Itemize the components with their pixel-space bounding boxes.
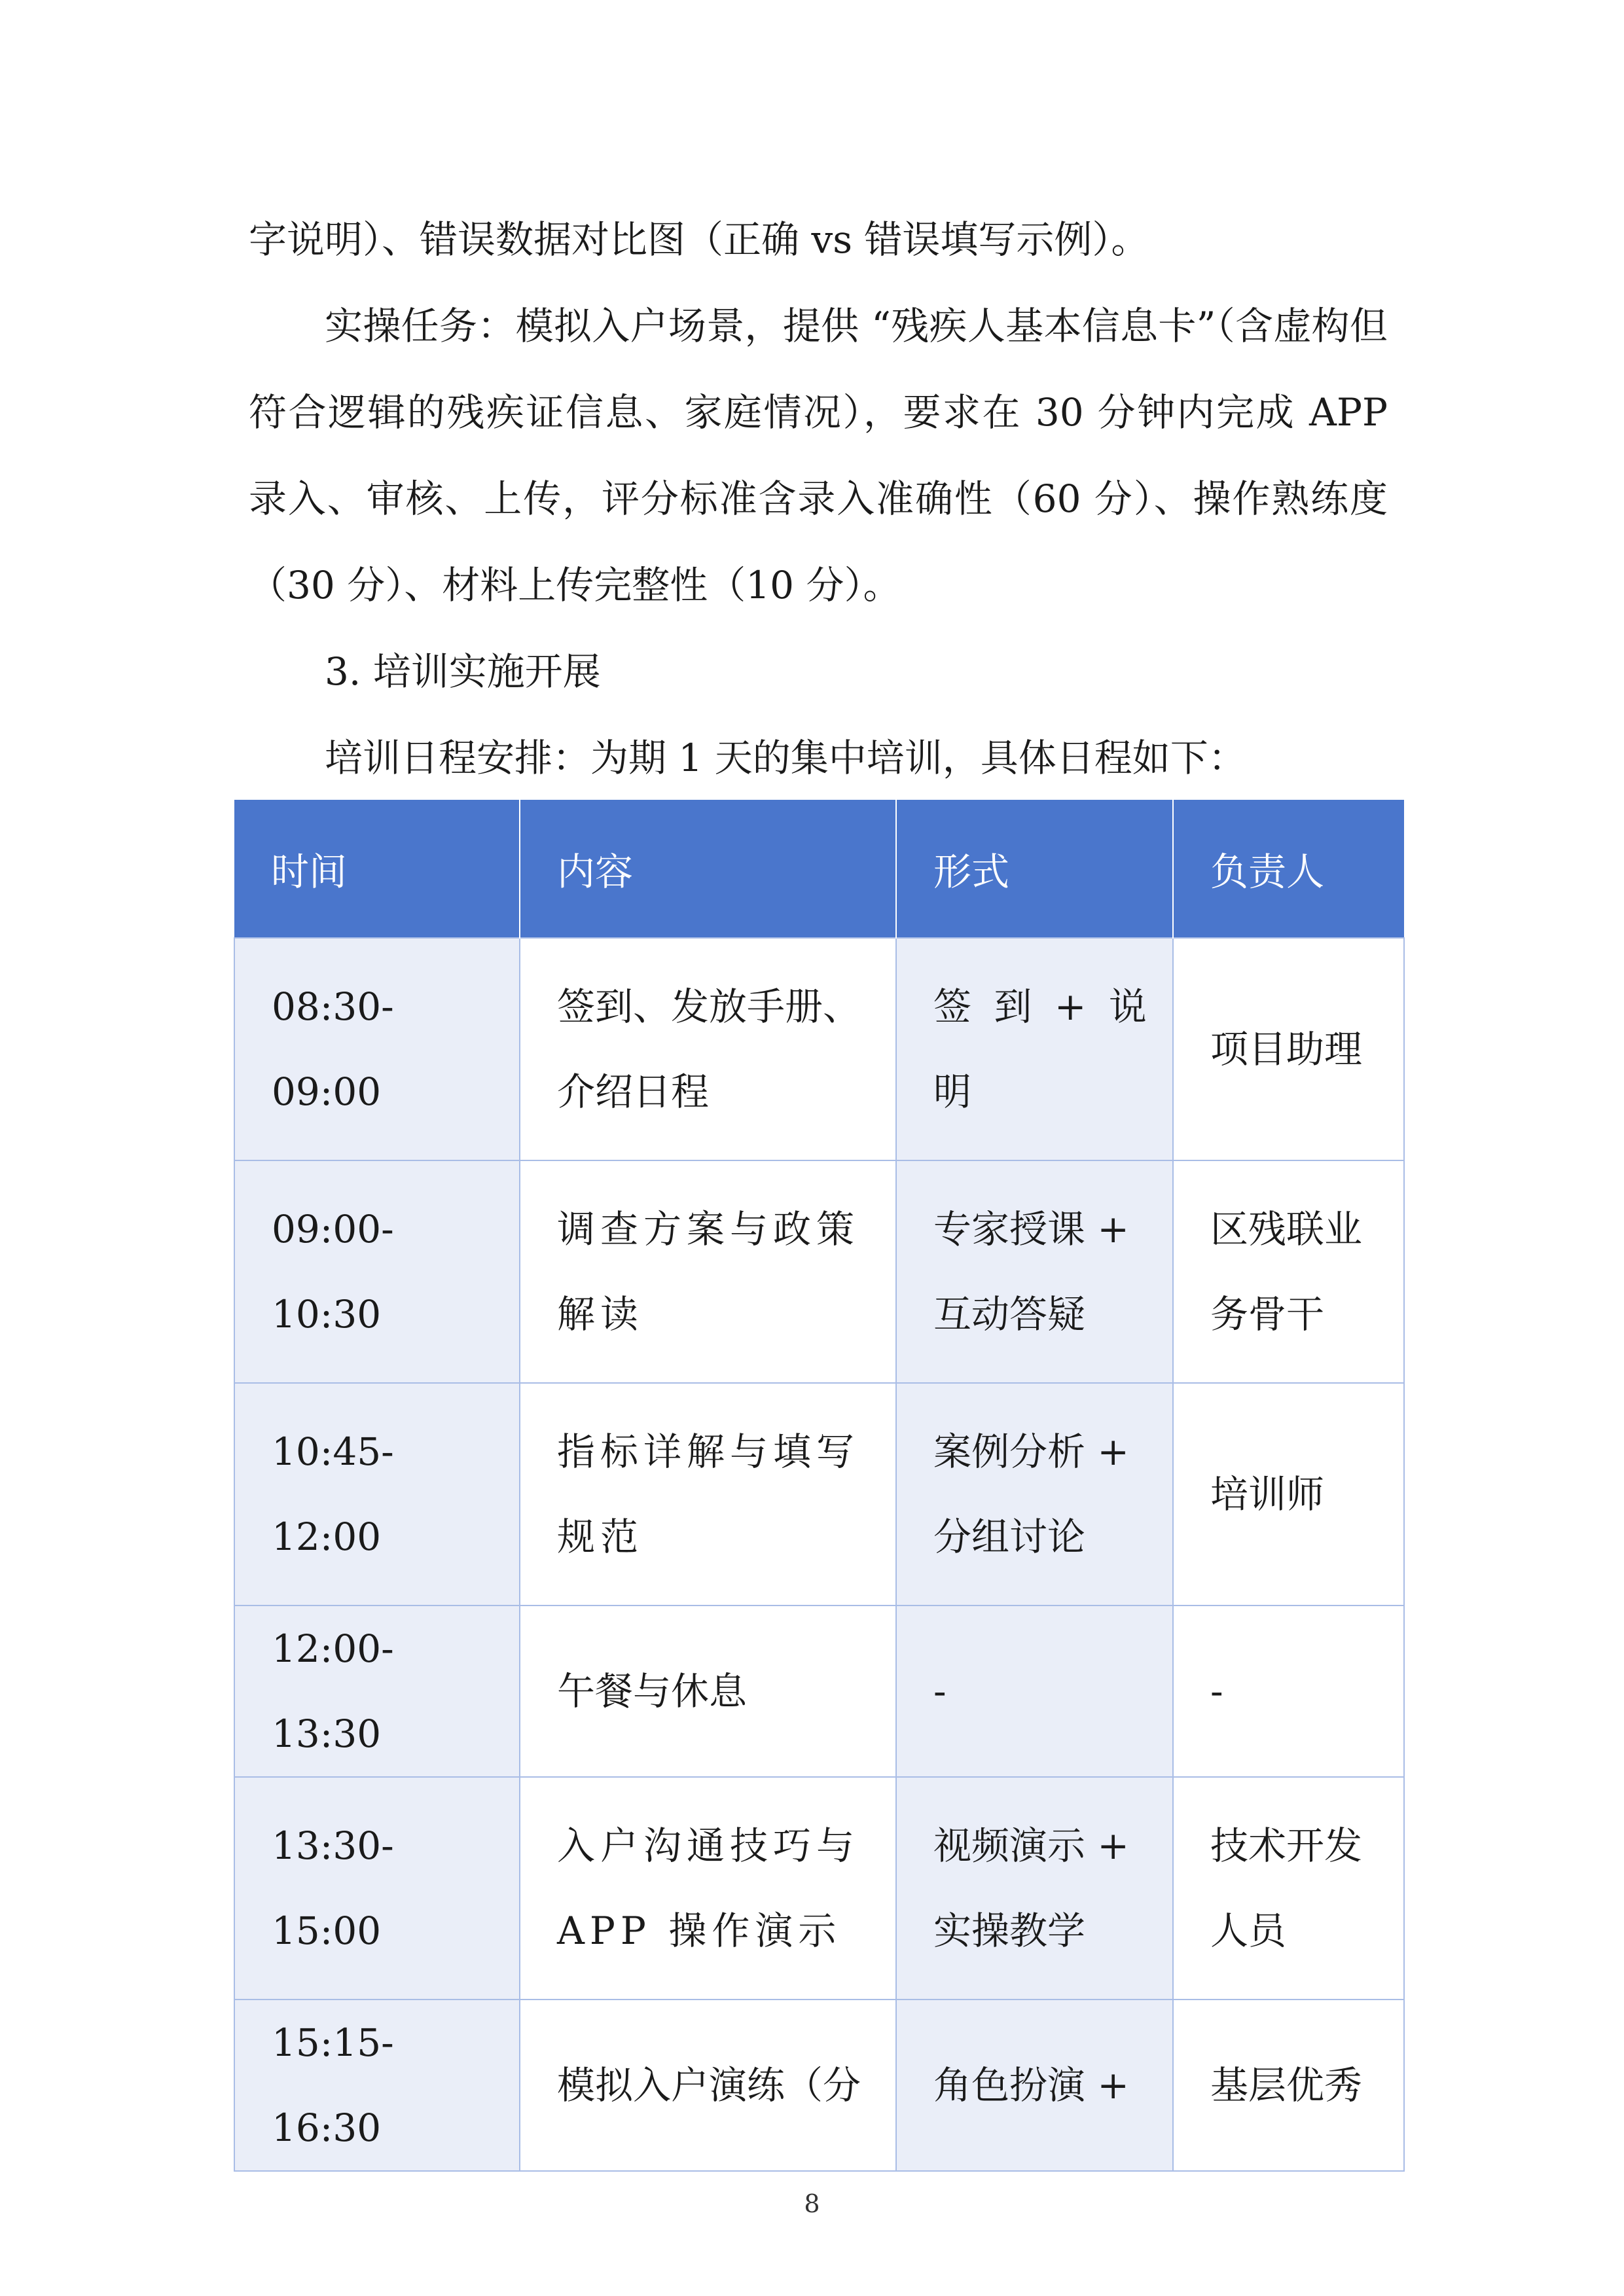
- cell-form: 签 到 + 说明: [896, 938, 1173, 1160]
- cell-time: 08:30-09:00: [234, 938, 520, 1160]
- table-row: [234, 1383, 1404, 1605]
- cell-content: 午餐与休息: [520, 1605, 896, 1777]
- cell-owner: 培训师: [1173, 1383, 1404, 1605]
- cell-form: 角色扮演 +: [896, 2000, 1173, 2171]
- header-form: 形式: [896, 800, 1173, 938]
- cell-content: 入户沟通技巧与 APP 操作演示: [520, 1777, 896, 2000]
- page-number: 8: [804, 2189, 820, 2218]
- section-heading: 3. 培训实施开展: [325, 649, 601, 694]
- header-time: 时间: [234, 800, 520, 938]
- cell-time: 09:00-10:30: [234, 1160, 520, 1383]
- header-content: 内容: [520, 800, 896, 938]
- cell-time: 15:15-16:30: [234, 2000, 520, 2171]
- table-row: [234, 938, 1404, 1160]
- header-owner: 负责人: [1173, 800, 1404, 938]
- paragraph-practical-task: 实操任务：模拟入户场景，提供 “残疾人基本信息卡”（含虚构但符合逻辑的残疾证信息、家庭情况），要求在 30 分钟内完成 APP 录入、审核、上传，评分标准含录入准确性（60 分）、操作熟练度（30 分）、材料上传完整性（10 分）。: [249, 304, 1388, 607]
- table-row: [234, 1605, 1404, 1777]
- cell-time: 13:30-15:00: [234, 1777, 520, 2000]
- cell-owner: 区残联业务骨干: [1173, 1160, 1404, 1383]
- cell-content: 指标详解与填写规范: [520, 1383, 896, 1605]
- cell-time: 10:45-12:00: [234, 1383, 520, 1605]
- paragraph-1: 字说明）、错误数据对比图（正确 vs 错误填写示例）。: [249, 217, 1149, 262]
- cell-content: 模拟入户演练（分: [520, 2000, 896, 2171]
- cell-form: -: [896, 1605, 1173, 1777]
- schedule-table: [234, 800, 1405, 2172]
- paragraph-practical-task-block: [249, 283, 1388, 628]
- cell-owner: 技术开发人员: [1173, 1777, 1404, 2000]
- table-row: [234, 2000, 1404, 2171]
- cell-content: 调查方案与政策解读: [520, 1160, 896, 1383]
- cell-form: 专家授课 + 互动答疑: [896, 1160, 1173, 1383]
- cell-content: 签到、发放手册、介绍日程: [520, 938, 896, 1160]
- table-header-row: [234, 800, 1404, 938]
- schedule-intro: 培训日程安排：为期 1 天的集中培训，具体日程如下：: [325, 736, 1246, 780]
- cell-time: 12:00-13:30: [234, 1605, 520, 1777]
- section-heading-block: [249, 628, 1388, 715]
- cell-owner: 基层优秀: [1173, 2000, 1404, 2171]
- schedule-intro-block: [249, 715, 1388, 801]
- cell-owner: 项目助理: [1173, 938, 1404, 1160]
- paragraph-continued: [249, 196, 1388, 283]
- cell-form: 案例分析 + 分组讨论: [896, 1383, 1173, 1605]
- cell-owner: -: [1173, 1605, 1404, 1777]
- cell-form: 视频演示 + 实操教学: [896, 1777, 1173, 2000]
- table-row: [234, 1160, 1404, 1383]
- table-row: [234, 1777, 1404, 2000]
